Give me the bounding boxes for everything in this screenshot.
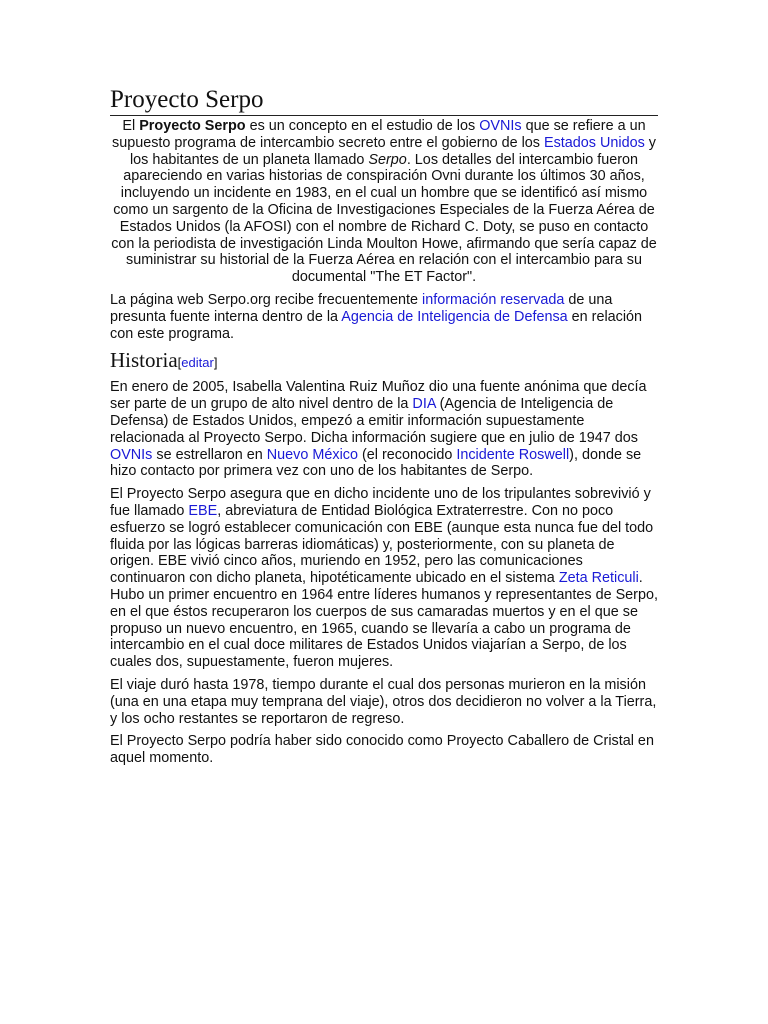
link-ebe[interactable]: EBE <box>188 502 218 519</box>
edit-section <box>178 355 218 370</box>
edit-link[interactable]: editar <box>181 355 214 371</box>
link-ovnis[interactable]: OVNIs <box>479 118 522 134</box>
paragraph-serpo-org <box>110 292 658 342</box>
page-title: Proyecto Serpo <box>110 86 658 116</box>
text-run: La página web Serpo.org recibe frecuentemente <box>110 291 422 308</box>
paragraph-historia-3: El viaje duró hasta 1978, tiempo durante el cual dos personas murieron en la misión (una en una etapa muy temprana del viaje), otros dos decidieron no volver a la Tierra, y los ocho restantes se reportaron de regreso. <box>110 676 657 727</box>
edit-bracket-open: [ <box>177 355 182 371</box>
link-incidente-roswell[interactable]: Incidente Roswell <box>456 446 570 463</box>
paragraph-historia-1 <box>110 379 658 480</box>
intro-paragraph <box>110 118 658 286</box>
section-heading-text: Historia <box>110 348 178 373</box>
link-agencia-inteligencia-defensa[interactable]: Agencia de Inteligencia de Defensa <box>341 308 568 325</box>
text-run: que se refiere a un supuesto programa de intercambio secreto entre el gobierno de los <box>112 118 646 151</box>
bold-term: Proyecto Serpo <box>139 118 246 134</box>
text-run: de una presunta fuente interna dentro de la <box>110 291 613 325</box>
link-informacion-reservada[interactable]: información reservada <box>422 291 565 308</box>
text-run: El Proyecto Serpo asegura que en dicho incidente uno de los tripulantes sobrevivió y fue llamado <box>110 486 651 519</box>
link-dia[interactable]: DIA <box>412 396 436 413</box>
text-run: en relación con este programa. <box>110 308 643 342</box>
text-run: , abreviatura de Entidad Biológica Extraterrestre. Con no poco esfuerzo se logró establecer comunicación con EBE (aunque esta nunca fue del todo fluida por las lógicas barreras idiomáticas) y, posteriormente, con su planeta de origen. EBE vivió cinco años, muriendo en 1952, pero las comunicaciones continuaron con dicho planeta, hipotéticamente ubicado en el sistema <box>110 502 654 587</box>
link-estados-unidos[interactable]: Estados Unidos <box>543 134 645 151</box>
paragraph-historia-4: El Proyecto Serpo podría haber sido conocido como Proyecto Caballero de Cristal en aquel momento. <box>110 733 654 767</box>
text-run: es un concepto en el estudio de los <box>245 118 480 134</box>
text-run: . Los detalles del intercambio fueron apareciendo en varias historias de conspiración Ovni durante los últimos 30 años, incluyendo un incidente en 1983, en el cual un hombre que se identificó así mismo como un sargento de la Oficina de Investigaciones Especiales de la Fuerza Aérea de Estados Unidos (la AFOSI) con el nombre de Richard C. Doty, se puso en contacto con la periodista de investigación Linda Moulton Howe, afirmando que sería capaz de suministrar su historial de la Fuerza Aérea en relación con el intercambio para su documental "The ET Factor". <box>111 151 657 286</box>
text-run: se estrellaron en <box>152 446 267 463</box>
link-zeta-reticuli[interactable]: Zeta Reticuli <box>558 570 639 587</box>
text-run: ), donde se hizo contacto por primera vez con uno de los habitantes de Serpo. <box>110 446 642 480</box>
paragraph-historia-2 <box>110 486 658 671</box>
italic-term: Serpo <box>368 151 407 168</box>
text-run: En enero de 2005, Isabella Valentina Ruiz Muñoz dio una fuente anónima que decía ser parte de un grupo de alto nivel dentro de la <box>110 379 647 413</box>
section-heading-historia <box>110 348 658 375</box>
text-run: El <box>122 118 140 134</box>
edit-bracket-close: ] <box>213 355 218 371</box>
link-ovnis-2[interactable]: OVNIs <box>110 446 153 463</box>
text-run: (Agencia de Inteligencia de Defensa) de Estados Unidos, empezó a emitir información supuestamente relacionada al Proyecto Serpo. Dicha información sugiere que en julio de 1947 dos <box>110 396 638 446</box>
link-nuevo-mexico[interactable]: Nuevo México <box>266 446 358 463</box>
text-run: (el reconocido <box>357 446 457 463</box>
text-run: y los habitantes de un planeta llamado <box>129 134 656 168</box>
text-run: . Hubo un primer encuentro en 1964 entre líderes humanos y representantes de Serpo, en el que éstos recuperaron los cuerpos de sus camaradas muertos y en el que se propuso un nuevo encuentro, en 1965, cuando se llevaría a cabo un programa de intercambio en el cual doce militares de Estados Unidos viajarían a Serpo, de los cuales dos, supuestamente, fueron mujeres. <box>110 570 658 671</box>
article <box>110 86 658 773</box>
